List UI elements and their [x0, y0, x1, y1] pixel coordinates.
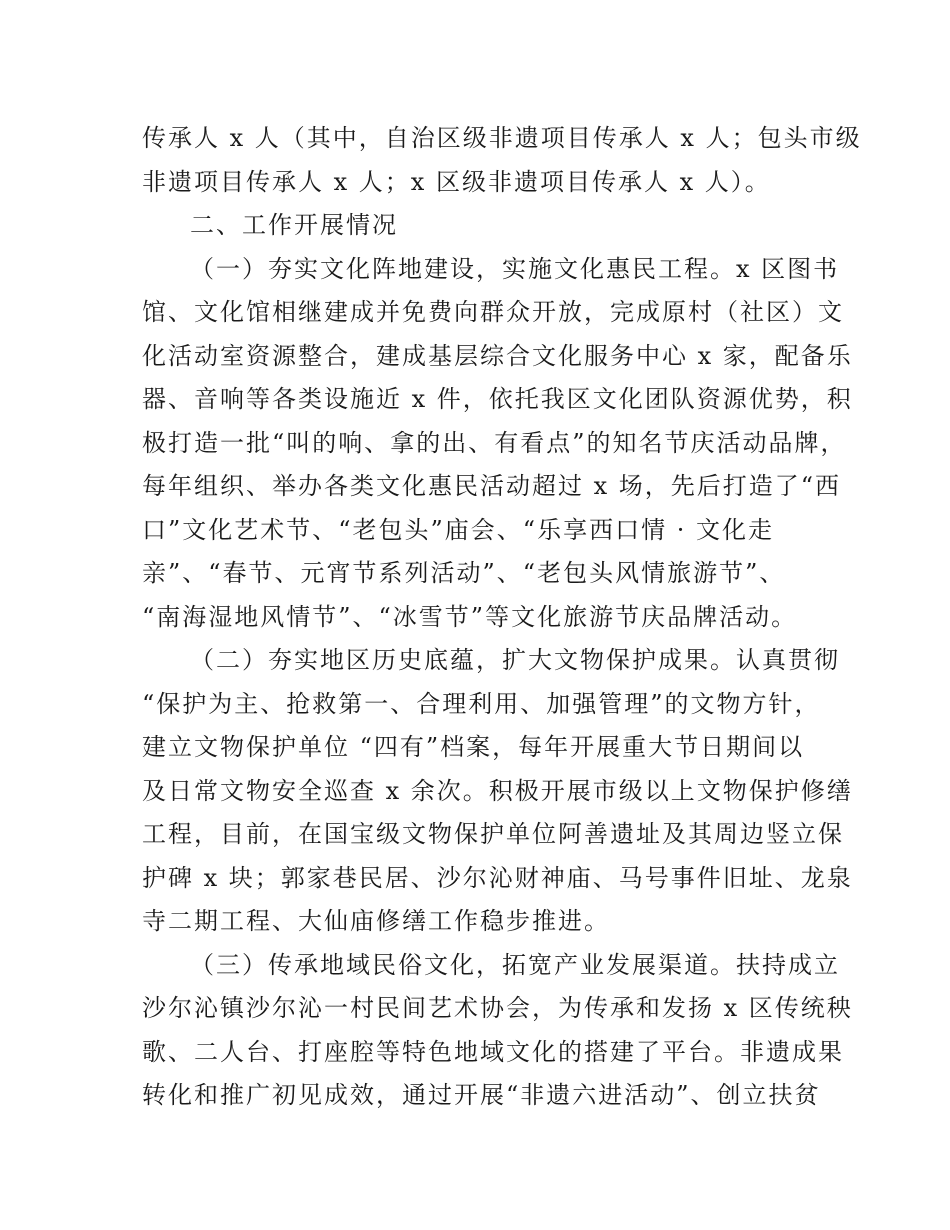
- text-line: 每年组织、举办各类文化惠民活动超过 x 场，先后打造了“西: [142, 472, 842, 500]
- text-line: 传承人 x 人（其中，自治区级非遗项目传承人 x 人；包头市级: [142, 124, 862, 152]
- text-line: 及日常文物安全巡查 x 余次。积极开展市级以上文物保护修缮: [142, 777, 853, 805]
- text-line: 转化和推广初见成效，通过开展“非遗六进活动”、创立扶贫: [142, 1081, 821, 1109]
- text-line: 工程，目前，在国宝级文物保护单位阿善遗址及其周边竖立保: [142, 820, 844, 848]
- text-line: 歌、二人台、打座腔等特色地域文化的搭建了平台。非遗成果: [142, 1038, 844, 1066]
- text-line: 馆、文化馆相继建成并免费向群众开放，完成原村（社区）文: [142, 298, 844, 326]
- text-line: “南海湿地风情节”、“冰雪节”等文化旅游节庆品牌活动。: [142, 603, 798, 631]
- text-line: 寺二期工程、大仙庙修缮工作稳步推进。: [142, 907, 610, 935]
- text-line: 口”文化艺术节、“老包头”庙会、“乐享西口情 · 文化走: [142, 516, 774, 544]
- text-line: 非遗项目传承人 x 人；x 区级非遗项目传承人 x 人）。: [142, 168, 771, 196]
- text-line: “保护为主、抢救第一、合理利用、加强管理”的文物方针，: [142, 690, 821, 718]
- text-line: 化活动室资源整合，建成基层综合文化服务中心 x 家，配备乐: [142, 342, 853, 370]
- section-heading: 二、工作开展情况: [190, 211, 398, 239]
- text-line: 亲”、“春节、元宵节系列活动”、“老包头风情旅游节”、: [142, 559, 786, 587]
- text-line: 护碑 x 块；郭家巷民居、沙尔沁财神庙、马号事件旧址、龙泉: [142, 864, 853, 892]
- text-line: 沙尔沁镇沙尔沁一村民间艺术协会，为传承和发扬 x 区传统秧: [142, 994, 853, 1022]
- text-line: 极打造一批“叫的响、拿的出、有看点”的知名节庆活动品牌，: [142, 429, 847, 457]
- paragraph-start-line: （一）夯实文化阵地建设，实施文化惠民工程。x 区图书: [190, 255, 840, 283]
- paragraph-start-line: （三）传承地域民俗文化，拓宽产业发展渠道。扶持成立: [190, 951, 840, 979]
- text-line: 器、音响等各类设施近 x 件，依托我区文化团队资源优势，积: [142, 385, 853, 413]
- paragraph-start-line: （二）夯实地区历史底蕴，扩大文物保护成果。认真贯彻: [190, 646, 840, 674]
- text-line: 建立文物保护单位 “四有”档案，每年开展重大节日期间以: [142, 733, 805, 761]
